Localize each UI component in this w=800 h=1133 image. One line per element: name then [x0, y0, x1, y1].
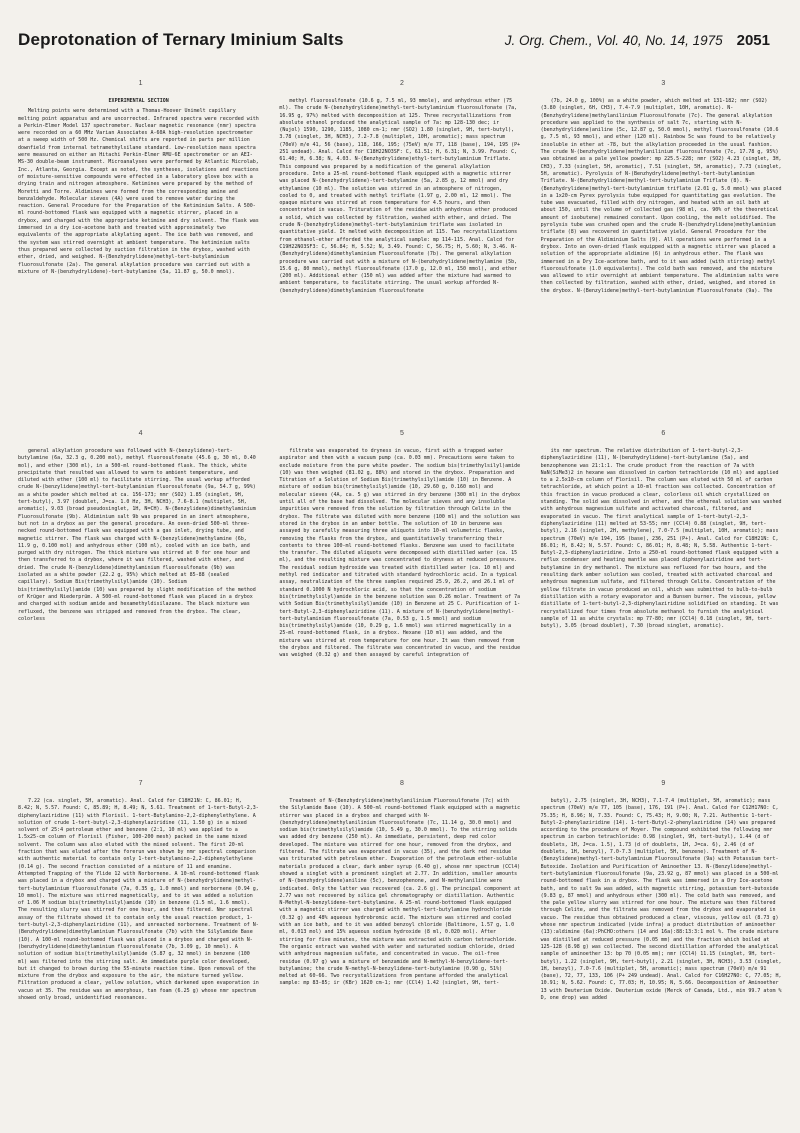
page-label: 4	[138, 430, 143, 437]
page-body	[541, 798, 782, 1002]
page-label: 8	[399, 780, 404, 787]
page-body	[18, 98, 259, 276]
page-body	[541, 98, 782, 295]
page-label: 3	[661, 80, 666, 87]
page-header	[18, 30, 770, 58]
journal-citation	[505, 32, 770, 49]
page-text: butyl), 2.75 (singlet, 3H, NCH3), 7.1-7.4 (multiplet, 5H, aromatic); mass spectrum (70eV) m/e 77, 105 (base), 176, 191 (P+). Anal. Calcd for C12H17NO: C, 75.35; H, 8.96; N, 7.33. Found: C, 75.43; H, 9.00; N, 7.21. Authentic 1-tert-Butyl-2-phenylaziridine (14). 1-tert-Butyl-2-phenylaziridine (14) was prepared according to the procedure of Moyer. The compound exhibited the following nmr spectrum in carbon tetrachloride: 0.98 (singlet, 9H, tert-butyl), 1.44 (d of doublets, 1H, J=ca. 1.5), 1.73 (d of doublets, 1H, J=ca. 6), 2.46 (d of doublets, 1H, benzyl), 7.0-7.3 (multiplet, 5H, benzene). Treatment of N-(Benzylidene)methyl-tert-butylaminium Fluorosulfonate (9a) with Potassium tert-Butoxide. Isolation and Purification of Aminoether 13. N-(Benzylidene)methyl-tert-butylaminium fluorosulfonate (9a, 23.92 g, 87 mmol) was placed in a 500-ml round-bottomed flask in a drybox. The flask was immersed in a Dry Ice-acetone bath, and to salt 9a was added, with magnetic stirring, potassium tert-butoxide (9.83 g, 87 mmol) and anhydrous ether (300 ml). The cold bath was removed, and the pale yellow slurry was stirred for one hour. The mixture was then filtered through Celite, and the filtrate was removed from the drybox and evaporated in vacuo. The residue thus obtained produced a clear, viscous, yellow oil (8.73 g) whose nmr spectrum indicated (vide infra) a product distribution of aminoether (13):aldimine (6a):PhCHO:others (14 and 16a):88:13:3:1 mol %. The crude mixture was distilled at reduced pressure (0.05 mm) and the fraction which boiled at 125-128 (8.98 g) was collected. The second distillation afforded the analytical sample of aminoether 13: bp 70 (0.05 mm); nmr (CCl4) 11.15 (singlet, 9H, tert-butyl), 1.22 (singlet, 9H, tert-butyl), 2.21 (singlet, 3H, NCH3), 3.53 (singlet, 1H, benzyl), 7.0-7.6 (multiplet, 5H, aromatic); mass spectrum (70eV) m/e 91 (base), 72, 77, 133, 106 (P+ 249 undead). Anal. Calcd for C16H27NO: C, 77.05; H, 10.91; N, 5.62. Found: C, 77.03; H, 10.95; N, 5.66. Decomposition of Aminoether 13 with Deuterium Oxide. Deuterium oxide (Merck of Canada, Ltd., min 99.7 atom % D, one drop) was added	[540, 798, 782, 1002]
manuscript-page-2	[275, 80, 524, 420]
page-text: 7.22 (ca. singlet, 5H, aromatic). Anal. Calcd for C18H21N: C, 86.01; H, 8.42; N, 5.57. Found: C, 85.89; H, 8.49; N, 5.61. Treatment of 1-tert-Butyl-2,3-diphenylaziridine (11) with Florisil. 1-tert-Butylamino-2,2-diphenylethylene. A solution of crude 1-tert-butyl-2,3-diphenylaziridine (11, 1.50 g) in a mixed solvent of 25:4 petroleum ether and benzene (2:1, 10 ml) was applied to a 1.5x25-cm column of Florisil (Fisher, 100-200 mesh) packed in the same mixed solvent. The column was also eluted with the mixed solvent. The first 20-ml fraction that was eluted after the forerun was shown by nmr spectral comparison with authentic material to contain only 1-tert-butylamino-2,2-diphenylethylene (0.14 g). The second fraction consisted of a mixture of 11 and enamine. Attempted Trapping of the Ylide 12 with Norbornene. A 10-ml round-bottomed flask was placed in a drybox and charged with a mixture of N-(benzhydrylidene)methyl-tert-butylaminium fluorosulfonate (7a, 0.35 g, 1.0 mmol) and norbornene (0.94 g, 10 mmol). The mixture was stirred magnetically, and to it was added a solution of 1.06 M sodium bis(trimethylsilyl)amide (10) in benzene (1.5 ml, 1.6 mmol). The resulting slurry was stirred for one hour, and then filtered. Nmr spectral assay of the filtrate showed it to contain only the usual reaction product, 1-tert-butyl-2,3-diphenylaziridine (11), and unreacted norbornene. Treatment of N-(Benzhydrylidene)dimethylaminium Fluorosulfonate (7b) with the Silylamide Base (10). A 100-ml round-bottomed flask was placed in a drybox and charged with N-(benzhydrylidene)dimethylaminium fluorosulfonate (7b, 3.09 g, 10 mmol). A solution of sodium bis(trimethylsilyl)amide (5.87 g, 32 mmol) in benzene (100 ml) was filtered into the stirring salt. An immediate purple color developed, but it changed to brown during the 55-minute reaction time. Upon removal of the mixture from the drybox and exposure to the air, the mixture turned yellow. Filtration produced a clear, yellow solution, which darkened upon evaporation in vacuo at 35. The residue was an amorphous, tan foam (6.25 g) whose nmr spectrum showed only broad, unidentified resonances.	[18, 798, 259, 1002]
manuscript-page-7	[14, 780, 263, 1120]
journal-reference: J. Org. Chem., Vol. 40, No. 14, 1975	[504, 33, 723, 48]
page-body	[18, 448, 259, 623]
page-text: its nmr spectrum. The relative distribution of 1-tert-butyl-2,3-diphenylaziridine (11), N-(benzhydrylidene)-tert-butylamine (5a), and benzophenone was 21:1:1. The crude product from the reaction of 7a with NaN(SiMe3)2 in hexane was dissolved in carbon tetrachloride (10 ml) and applied to a 2.5x10-cm column of Florisil. The column was eluted with 50 ml of carbon tetrachloride, at which point a 10-ml fraction was collected. Concentration of this fraction in vacuo produced a clear, colorless oil which crystallized on standing. The solid was dissolved in ether, and the ethereal solution was washed with anhydrous magnesium sulfate and activated charcoal, filtered, and evaporated in vacuo. The first analytical sample of 1-tert-butyl-2,3-diphenylaziridine (11) melted at 53-55; nmr (CCl4) 0.88 (singlet, 9H, tert-butyl), 2.16 (singlet, 2H, methylene), 7.0-7.5 (multiplet, 10H, aromatic); mass spectrum (70eV) m/e 194, 195 (base), 236, 251 (P+). Anal. Calcd for C18H21N: C, 86.01; H, 8.42; N, 5.57. Found: C, 86.01; H, 8.48; N, 5.58. Authentic 1-tert-Butyl-2,3-diphenylaziridine. Into a 250-ml round-bottomed flask equipped with a reflux condenser and heating mantle was placed diphenylaziridine and tert-butylamine in dry methanol. The mixture was refluxed for two hours, and the resulting dark amber solution was cooled, treated with activated charcoal and anhydrous magnesium sulfate, and filtered through Celite. Concentration of the yellow filtrate in vacuo produced an oil, which was submitted to bulb-to-bulb distillation with a rotary evaporator and a Bunsen burner. The viscous, yellow distillate of 1-tert-butyl-2,3-diphenylaziridine solidified on standing. It was recrystallized four times from absolute methanol to furnish the analytical sample of 11 as white crystals: mp 77-80; nmr (CCl4) 0.18 (singlet, 9H, tert-butyl), 3.05 (broad doublet), 7.30 (broad singlet, aromatic).	[540, 448, 782, 630]
manuscript-pages-grid	[14, 80, 786, 1120]
page-label: 9	[661, 780, 666, 787]
manuscript-page-8	[275, 780, 524, 1120]
running-title: Deprotonation of Ternary Iminium Salts	[18, 30, 344, 49]
section-heading: EXPERIMENTAL SECTION	[108, 98, 169, 104]
page-label: 6	[661, 430, 666, 437]
manuscript-page-1	[14, 80, 263, 420]
page-label: 1	[138, 80, 143, 87]
page-body	[279, 798, 520, 988]
manuscript-page-4	[14, 430, 263, 770]
page-text: Melting points were determined with a Thomas-Hoover Unimelt capillary melting point apparatus and are uncorrected. Infrared spectra were recorded with a Perkin-Elmer Model 137 spectrometer. Nuclear magnetic resonance (nmr) spectra were recorded on a 60 MHz Varian Associates A-60A high-resolution spectrometer at a sweep width of 500 Hz. Chemical shifts are reported in parts per million downfield from internal tetramethylsilane standard. Low-resolution mass spectra were measured on either an Hitachi Perkin-Elmer RMU-6E spectrometer or an AEI-MS-30 double-beam instrument. Microanalyses were performed by Atlantic Microlab, Inc., Atlanta, Georgia. Except as noted, the syntheses, isolations and reactions of moisture-sensitive compounds were effected in a laboratory glove box with a drying train and nitrogen atmosphere. Ketimines were prepared by the method of Moretti and Torre. Aldimines were formed from the corresponding amine and benzaldehyde. Molecular sieves (4A) were used to remove water during the reaction. General Procedure for the Preparation of the Ketiminium Salts. A 500-ml round-bottomed flask was equipped with a magnetic stirrer, placed in a drybox, and charged with the appropriate ketimine and dry solvent. The flask was immersed in a dry ice-acetone bath and treated with approximately two equivalents of the appropriate alkylating agent. The ice bath was removed, and the system was stirred overnight at ambient temperature. The ketiminium salts thus prepared were collected by suction filtration in the drybox, washed with ether, dried, and weighed. N-(Benzhydrylidene)methyl-tert-butylaminium fluorosulfonate (2a). The general alkylation procedure was carried out with a mixture of N-(benzhydrylidene)-tert-butylamine (5a, 11.87 g, 50.0 mmol).	[18, 108, 259, 275]
page-body	[541, 448, 782, 630]
page-text: Treatment of N-(Benzhydrylidene)methylanilinium Fluorosulfonate (7c) with the Silylamide Base (10). A 500-ml round-bottomed flask equipped with a magnetic stirrer was placed in a drybox and charged with N-(benzhydrylidene)methylanilinium fluorosulfonate (7c, 11.14 g, 30.0 mmol) and sodium bis(trimethylsilyl)amide (10, 5.49 g, 30.0 mmol). To the stirring solids was added dry benzene (250 ml). An immediate, persistent, deep red color developed. The mixture was stirred for one hour, removed from the drybox, and filtered. The filtrate was evaporated in vacuo (35), and the dark red residue was triturated with petroleum ether. Evaporation of the petroleum ether-soluble materials produced a clear, dark amber syrup (6.40 g), whose nmr spectrum (CCl4) showed a singlet with a prominent singlet at 2.77. In addition, smaller amounts of N-(benzhydrylidene)aniline (5c), benzophenone, and N-methylaniline were indicated. Only the latter was recovered (ca. 2.6 g). The principal component at 2.77 was not recovered by silica gel chromatography or distillation. Authentic N-Methyl-N-benzylidene-tert-butylamine. A 25-ml round-bottomed flask equipped with a magnetic stirrer was charged with methyl-tert-butylamine hydrochloride (0.32 g) and 48% aqueous hydrobromic acid. The mixture was stirred and cooled with an ice bath, and to it was added benzoyl chloride (Baltimore, 1.57 g, 1.0 ml, 0.013 mol) and 15% aqueous sodium hydroxide (8 ml, 0.020 mol). After stirring for five minutes, the mixture was extracted with carbon tetrachloride. The organic extract was washed with water and saturated sodium chloride, dried with anhydrous magnesium sulfate, and concentrated in vacuo. The oil-free residue (0.97 g) was a mixture of benzamide and N-methyl-N-benzylidene-tert-butylamine; the crude N-methyl-N-benzylidene-tert-butylamine (0.90 g, 51%) melted at 60-66. Two recrystallizations from pentane afforded the analytical sample: mp 83-85; ir (KBr) 1620 cm-1; nmr (CCl4) 1.42 (singlet, 9H, tert-	[279, 798, 521, 987]
page-body	[18, 798, 259, 1002]
page-text: filtrate was evaporated to dryness in vacuo, first with a trapped water aspirator and then with a vacuum pump (ca. 0.03 mm). Precautions were taken to exclude moisture from the pure white powder. The sodium bis(trimethylsilyl)amide (10) was then weighed (81.02 g, 88%) and stored in the drybox. Preparation and Titration of a Solution of Sodium Bis(trimethylsilyl)amide (10) in Benzene. A mixture of sodium bis(trimethylsilyl)amide (10, 29.60 g, 0.160 mol) and molecular sieves (4A, ca. 5 g) was stirred in dry benzene (300 ml) in the drybox until all of the base had dissolved. The molecular sieves and any insoluble impurities were removed from the solution by filtration through Celite in the drybox. The filtrate was diluted with more benzene (100 ml) and the solution was stored in the drybox in an amber bottle. The solution of 10 in benzene was assayed by carefully measuring three aliquots into 10-ml volumetric flasks, removing the flasks from the drybox, and quantitatively transferring their contents to three 100-ml round-bottomed flasks. Benzene was used to facilitate the transfer. The diluted aliquots were decomposed with distilled water (ca. 15 ml), and the resulting mixture was concentrated to dryness at reduced pressure. The residual sodium hydroxide was treated with distilled water (ca. 10 ml) and methyl red indicator and titrated with standard hydrochloric acid. In a typical assay, neutralization of the three samples required 25.9, 26.2, and 26.1 ml of standard 0.1000 N hydrochloric acid, so that the concentration of sodium bis(trimethylsilyl)amide in the benzene solution was 0.26 molar. Treatment of 7a with Sodium Bis(trimethylsilyl)amide (10) in Benzene at 25 C. Purification of 1-tert-Butyl-2,3-diphenylaziridine (11). A mixture of N-(benzhydrylidene)methyl-tert-butylaminium fluorosulfonate (7a, 0.53 g, 1.5 mmol) and sodium bis(trimethylsilyl)amide (10, 0.29 g, 1.6 mmol) was stirred magnetically in a 25-ml round-bottomed flask, in a drybox. Hexane (10 ml) was added, and the mixture was stirred at room temperature for one hour. It was then removed from the drybox and filtered. The filtrate was concentrated in vacuo, and the residue was weighed (0.32 g) and then assayed by careful integration of	[279, 448, 521, 659]
manuscript-page-3	[537, 80, 786, 420]
page-body	[279, 98, 520, 295]
manuscript-page-5	[275, 430, 524, 770]
manuscript-page-6	[537, 430, 786, 770]
page-label: 7	[138, 780, 143, 787]
page-label: 5	[399, 430, 404, 437]
page-label: 2	[399, 80, 404, 87]
page-number: 2051	[736, 32, 770, 49]
page-body	[279, 448, 520, 660]
page-text: methyl fluorosulfonate (10.6 g, 7.5 ml, 93 mmole), and anhydrous ether (75 ml). The crude N-(benzhydrylidene)methyl-tert-butylaminium fluorosulfonate (7a, 16.95 g, 97%) melted with decomposition at 125. Three recrystallizations from absolute ethanol produced the analytical sample of 7a: mp 128-130 dec; ir (Nujol) 1590, 1290, 1185, 1080 cm-1; nmr (SO2) 1.80 (singlet, 9H, tert-butyl), 3.78 (singlet, 3H, NCH3), 7.2-7.8 (multiplet, 10H, aromatic); mass spectrum (70eV) m/e 41, 56 (base), 118, 166, 195; (75eV) m/e 77, 118 (base), 194, 195 (P+ 251 undead). Anal. Calcd for C18H22NO3SF: C, 61.51; H, 6.31; N, 3.99. Found: C, 61.40; H, 6.38; N, 4.03. N-(Benzhydrylidene)ethyl-tert-butylaminium Triflate. This compound was prepared by a modification of the general alkylation procedure. Into a 25-ml round-bottomed flask equipped with a magnetic stirrer was placed N-(benzhydrylidene)-tert-butylamine (5a, 2.85 g, 12 mmol) and dry ethylamine (10 ml). The solution was stirred in an atmosphere of nitrogen, cooled to 0, and treated with methyl triflate (1.97 g, 2.00 ml, 12 mmol). The opaque mixture was stirred at room temperature for 4.5 hours, and then concentrated in vacuo. Trituration of the residue with anhydrous ether produced a solid, which was collected by filtration, washed with ether, and dried. The crude N-(benzhydrylidene)methyl-tert-butylaminium triflate was isolated in quantitative yield. It melted with decomposition at 115. Two recrystallizations from ethanol-ether afforded the analytical sample: mp 114-115. Anal. Calcd for C19H22NO3SF3: C, 56.84; H, 5.52; N, 3.49. Found: C, 56.75; H, 5.60; N, 3.46. N-(Benzhydrylidene)dimethylaminium Fluorosulfonate (7b). The general alkylation procedure was carried out with a mixture of N-(benzhydrylidene)methylamine (5b, 15.6 g, 80 mmol), methyl fluorosulfonate (17.0 g, 12.0 ml, 150 mmol), and ether (200 ml). Additional ether (150 ml) was added after the mixture had warmed to ambient temperature, to facilitate stirring. The usual workup afforded N-(benzhydrylidene)dimethylaminium fluorosulfonate	[279, 98, 521, 294]
page-text: general alkylation procedure was followed with N-(benzylidene)-tert-butylamine (6a, 32.3 g, 0.200 mol), methyl fluorosulfonate (45.6 g, 30 ml, 0.40 mol), and ether (300 ml), in a 500-ml round-bottomed flask. The thick, white precipitate that resulted was allowed to warm to ambient temperature, and diluted with ether (100 ml) to facilitate stirring. The usual workup afforded crude N-(benzylidene)methyl-tert-butylaminium fluorosulfonate (9a, 54.7 g, 99%) as a white powder which melted at ca. 156-173; nmr (SO2) 1.85 (singlet, 9H, tert-butyl), 3.97 (doublet, J=ca. 1.0 Hz, 3H, NCH3), 7.6-8.1 (multiplet, 5H, aromatic), 9.03 (broad pseudosinglet, 1H, N=CH). N-(Benzylidene)dimethylaminium Fluorosulfonate (9b). Aldiminium salt 9b was prepared in an inert atmosphere, but not in a drybox as per the general procedure. An oven-dried 500-ml three-necked round-bottomed flask was equipped with a gas inlet, drying tube, and magnetic stirrer. The flask was charged with N-(benzylidene)methylamine (6b, 11.9 g, 0.100 mol) and anhydrous ether (100 ml), cooled with an ice bath, and purged with dry nitrogen. The thick mixture was stirred at 0 for one hour and then transferred to a drybox, where it was filtered, washed with ether, and dried. The crude N-(benzylidene)dimethylaminium fluorosulfonate (9b) was isolated as a white powder (22.2 g, 95%) which melted at 85-88 (sealed capillary). Sodium Bis(trimethylsilyl)amide (10). Sodium bis(trimethylsilyl)amide (10) was prepared by slight modification of the method of Krüger and Niederprüm. A 500-ml round-bottomed flask was placed in a drybox and charged with sodium amide and hexamethyldisilazane. The black mixture was refluxed, the benzene was stripped and removed from the drybox. The clear, colorless	[18, 448, 256, 622]
manuscript-page-9	[537, 780, 786, 1120]
page-text: (7b, 24.0 g, 100%) as a white powder, which melted at 131-182; nmr (SO2) (3.80 (singlet, 6H, CH3), 7.4-7.9 (multiplet, 10H, aromatic). N-(Benzhydrylidene)methylanilinium Fluorosulfonate (7c). The general alkylation procedure was applied to the synthesis of salt 7c, starting with N-(benzhydrylidene)aniline (5c, 12.87 g, 50.0 mmol), methyl fluorosulfonate (10.6 g, 7.5 ml, 93 mmol), and ether (120 ml). Rainbow 5c was found to be relatively insoluble in ether at -78, but the alkylation proceeded in the usual fashion. The crude N-(benzhydrylidene)methylanilinium fluorosulfonate (7c, 17.78 g, 95%) was obtained as a pale yellow powder: mp 225.5-228; nmr (SO2) 4.23 (singlet, 3H, CH3), 7.33 (singlet, 5H, aromatic), 7.51 (singlet, 5H, aromatic), 7.73 (singlet, 5H, aromatic). Pyrolysis of N-(Benzhydrylidene)methyl-tert-butylaminium Triflate. N-(Benzhydrylidene)methyl-tert-butylaminium Triflate (8). N-(Benzhydrylidene)methyl-tert-butylaminium triflate (2.01 g, 5.0 mmol) was placed in a 1x20-cm Pyrex pyrolysis tube equipped for quantitating gas evolution. The tube was evacuated, filled with dry nitrogen, and heated with an oil bath at about 150, until the volume of collected gas (98 ml, ca. 90% of the theoretical amount of isobutene) remained constant. Upon cooling, the melt solidified. The pyrolysis tube was crushed open and the crude N-(benzhydrylidene)methylaminium triflate (8) was recovered in quantitative yield. General Procedure for the Preparation of the Aldiminium Salts (9). All operations were performed in a drybox. Into an oven-dried flask equipped with a magnetic stirrer was placed a solution of the appropriate aldimine (6) in anhydrous ether. The flask was immersed in a Dry Ice-acetone bath, and to it was added (with stirring) methyl fluorosulfonate (1.0 equivalents). The cold bath was removed, and the mixture was allowed to stir overnight at ambient temperature. The aldiminium salts were then collected by filtration, washed with ether, dried, weighed, and stored in the drybox. N-(Benzylidene)methyl-tert-butylaminium Fluorosulfonate (9a). The	[540, 98, 782, 294]
